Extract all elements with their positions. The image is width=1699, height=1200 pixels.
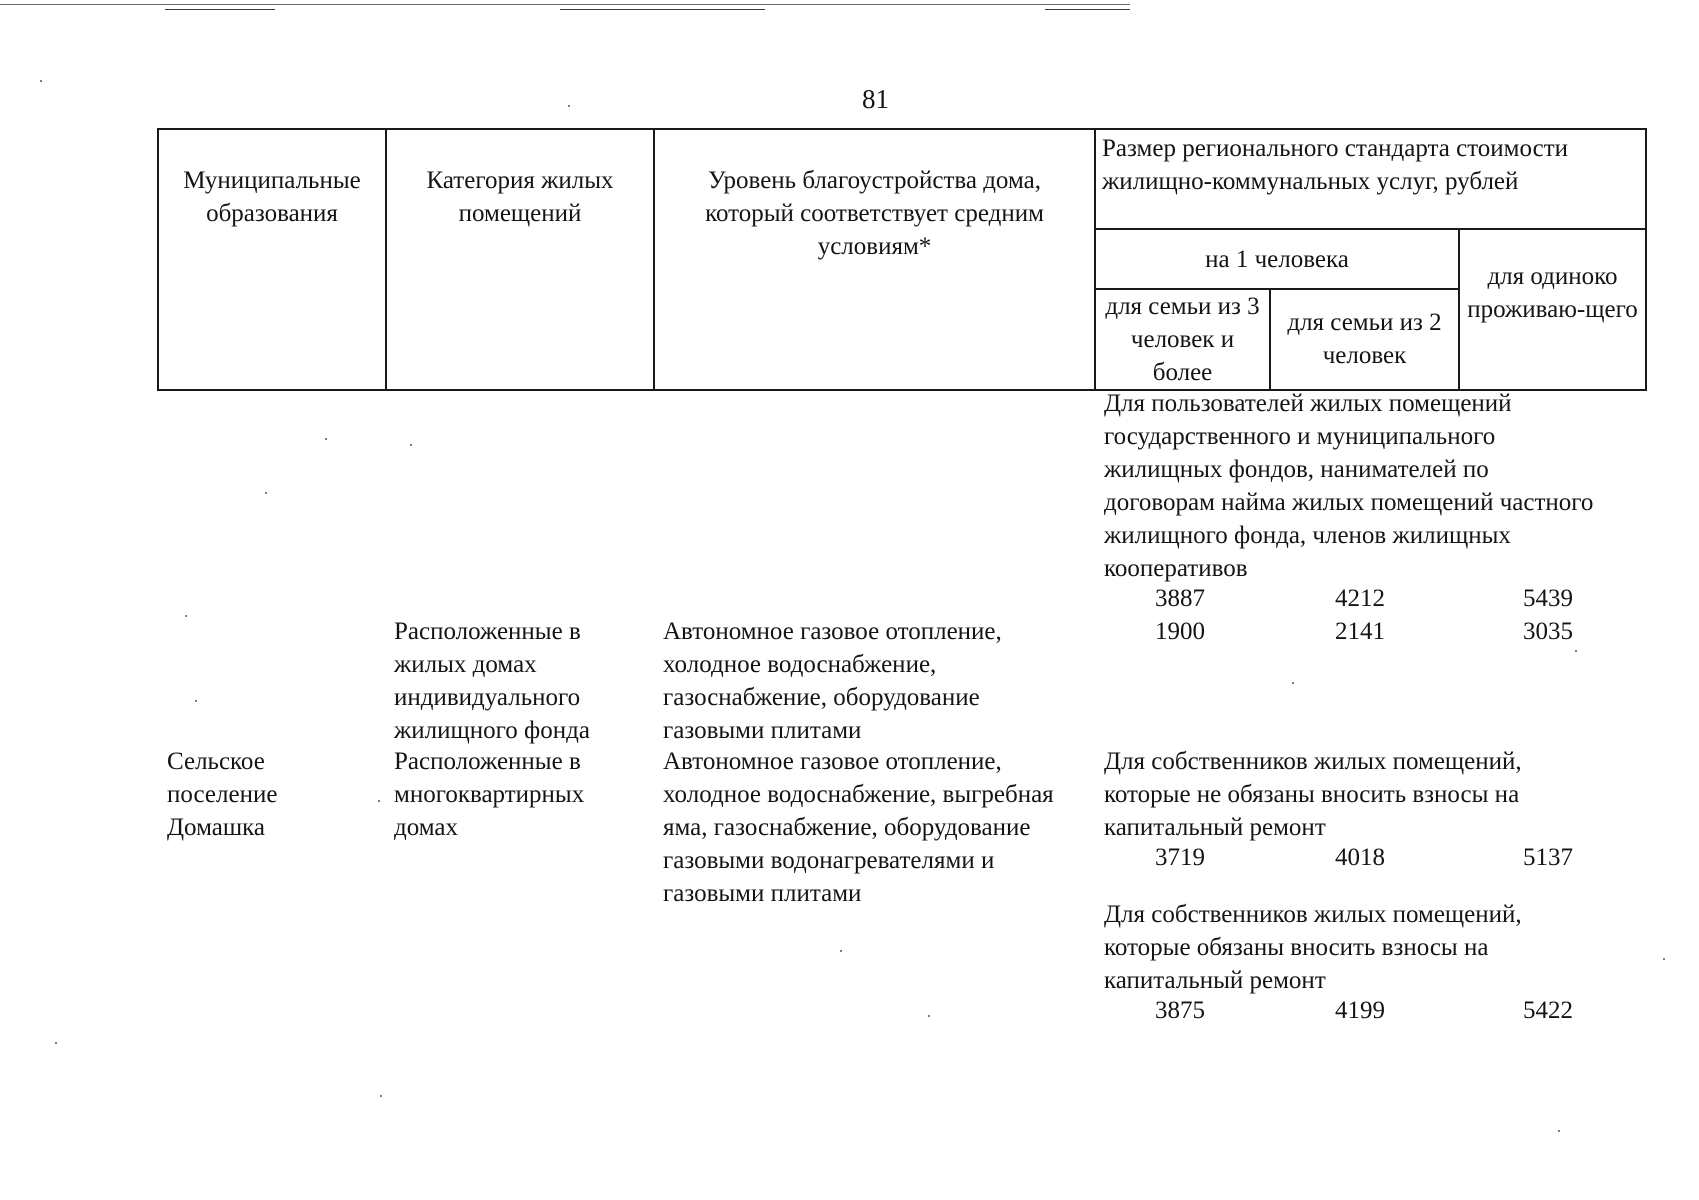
scan-speck (568, 105, 570, 107)
table-header (157, 128, 1647, 391)
scan-line (0, 4, 1130, 5)
page-number: 81 (862, 84, 889, 114)
scan-speck (195, 700, 197, 702)
municipality-name: Сельское поселение Домашка (167, 748, 278, 841)
header-single: для одиноко проживаю-щего (1459, 229, 1646, 390)
scan-speck (325, 438, 327, 440)
value-cell: 4199 (1335, 997, 1385, 1024)
header-family2: для семьи из 2 человек (1270, 289, 1459, 390)
value-cell: 5137 (1523, 844, 1573, 871)
scan-line (560, 9, 765, 10)
scan-line (165, 9, 275, 10)
value-cell: 3035 (1523, 618, 1573, 645)
scan-speck (1558, 1130, 1560, 1132)
value-cell: 4018 (1335, 844, 1385, 871)
scan-speck (185, 615, 187, 617)
group1-title: Для пользователей жилых помещений государственного и муниципального жилищных фондов, нанимателей по договорам найма жилых помещений частного жилищного фонда, членов жилищных кооперативов (1104, 390, 1594, 582)
scan-speck (1292, 682, 1294, 684)
scan-speck (265, 492, 267, 494)
value-cell: 3875 (1155, 997, 1205, 1024)
group2-title: Для собственников жилых помещений, которые не обязаны вносить взносы на капитальный ремонт (1104, 748, 1522, 841)
scan-speck (1575, 650, 1577, 652)
header-per-person: на 1 человека (1095, 229, 1459, 289)
header-family3: для семьи из 3 человек и более (1095, 289, 1270, 390)
value-cell: 3887 (1155, 585, 1205, 612)
scan-speck (55, 1042, 57, 1044)
header-municipality: Муниципальные образования (158, 129, 386, 390)
scan-speck (410, 444, 412, 446)
scan-speck (380, 1095, 382, 1097)
scan-speck (928, 1015, 930, 1017)
level-individual: Автономное газовое отопление, холодное водоснабжение, газоснабжение, оборудование газовыми плитами (663, 618, 1002, 744)
value-cell: 1900 (1155, 618, 1205, 645)
value-cell: 5422 (1523, 997, 1573, 1024)
scan-speck (840, 950, 842, 952)
header-level: Уровень благоустройства дома, который соответствует средним условиям* (654, 129, 1095, 390)
scan-line (1045, 9, 1130, 10)
category-individual: Расположенные в жилых домах индивидуального жилищного фонда (394, 618, 590, 744)
group3-title: Для собственников жилых помещений, которые обязаны вносить взносы на капитальный ремонт (1104, 901, 1522, 994)
scan-speck (40, 80, 42, 82)
value-cell: 4212 (1335, 585, 1385, 612)
scan-speck (1663, 958, 1665, 960)
scan-speck (378, 800, 380, 802)
header-standard: Размер регионального стандарта стоимости жилищно-коммунальных услуг, рублей (1095, 129, 1646, 229)
category-apartment: Расположенные в многоквартирных домах (394, 748, 585, 841)
value-cell: 2141 (1335, 618, 1385, 645)
level-apartment: Автономное газовое отопление, холодное водоснабжение, выгребная яма, газоснабжение, оборудование газовыми водонагревателями и газовыми плитами (663, 748, 1054, 907)
value-cell: 3719 (1155, 844, 1205, 871)
header-category: Категория жилых помещений (386, 129, 654, 390)
value-cell: 5439 (1523, 585, 1573, 612)
